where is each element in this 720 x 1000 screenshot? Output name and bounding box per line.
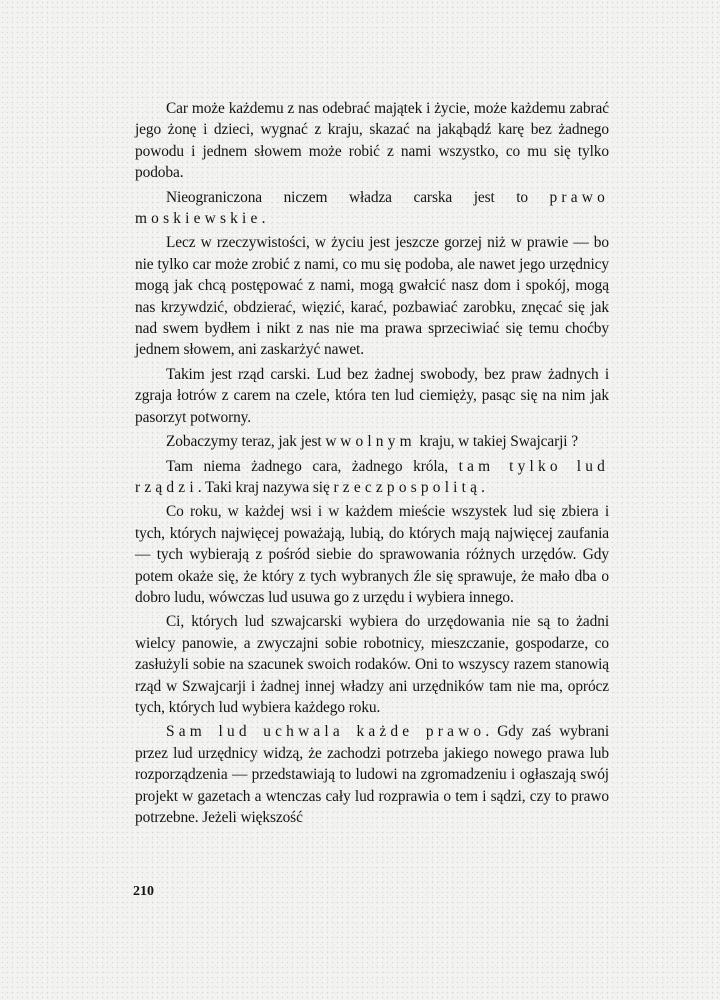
spaced-emphasis: prawo moskiewskie — [135, 188, 609, 228]
paragraph — [135, 611, 609, 718]
paragraph — [135, 456, 609, 499]
spaced-emphasis: Sam lud uchwala każde prawo — [166, 723, 486, 741]
paragraph — [135, 501, 609, 608]
paragraph — [135, 431, 609, 452]
text-run: Ci, których lud szwajcarski wybiera do urzędowania nie są to żadni wielcy panowie, a zwyczajni sobie robotnicy, mieszczanie, gospodarze, co zasłużyli sobie na szacunek swoich rodaków. Oni to wszyscy razem stanowią rząd w Szwajcarji i żadnej innej władzy ani urzędników tam nie ma, oprócz tych, których lud wybiera każdego roku. — [135, 613, 609, 716]
paragraph — [135, 98, 609, 184]
text-run: kraju, w takiej Swajcarji ? — [415, 433, 578, 451]
spaced-emphasis: tam tylko lud rządzi — [135, 457, 609, 496]
text-run: Takim jest rząd carski. Lud bez żadnej swobody, bez praw żadnych i zgraja łotrów z carem na czele, która ten lud ciemięży, pasąc się na nim jak pasorzyt potworny. — [135, 365, 609, 426]
paragraph — [135, 364, 609, 428]
text-run: Co roku, w każdej wsi i w każdem mieście wszystek lud się zbiera i tych, których najwięcej poważają, lubią, do których mają najwięcej zaufania — tych wybierają z pośród siebie do sprawowania różnych urzędów. Gdy potem okaże się, że który z tych wybranych źle się sprawuje, że mało dba o dobro ludu, wówczas lud usuwa go z urzędu i wybiera innego. — [135, 503, 609, 606]
page-number: 210 — [133, 884, 154, 899]
paragraph — [135, 187, 609, 230]
text-run: Car może każdemu z nas odebrać majątek i życie, może każdemu zabrać jego żonę i dzieci, wygnać z kraju, skazać na jakąbądź karę bez żadnego powodu i jednem słowem może robić z nami wszystko, co mu się tylko podoba. — [135, 100, 609, 182]
text-run: . — [481, 478, 485, 496]
spaced-emphasis: wolnym — [340, 433, 416, 451]
text-run: Tam niema żadnego cara, żadnego króla, — [166, 457, 459, 475]
body-text — [135, 98, 609, 831]
spaced-emphasis: rzeczpospolitą — [333, 478, 482, 496]
text-run: Nieograniczona niczem władza carska jest to — [166, 188, 550, 206]
paragraph — [135, 721, 609, 828]
text-run: . Gdy zaś wybrani przez lud urzędnicy widzą, że zachodzi potrzeba jakiego nowego prawa lub rozporządzenia — przedstawiają to ludowi na zgromadzeniu i ogłaszają swój projekt w gazetach a wtenczas cały lud rozprawia o tem i sądzi, czy to prawo potrzebne. Jeżeli większość — [135, 723, 609, 826]
text-run: Lecz w rzeczywistości, w życiu jest jeszcze gorzej niż w prawie — bo nie tylko car może zrobić z nami, co mu się podoba, ale nawet jego urzędnicy mogą jak chcą postępować z nami, mogą gwałcić nasz dom i spokój, mogą nas krzywdzić, obdzierać, więzić, karać, pozbawiać zarobku, znęcać się jak nad swem bydłem i nikt z nas nie ma prawa sprzeciwiać się temu choćby jednem słowem, ani zaskarżyć nawet. — [135, 234, 609, 359]
text-run: Zobaczymy teraz, jak jest w — [166, 433, 341, 451]
text-run: . Taki kraj nazywa się — [197, 478, 334, 496]
text-run: . — [261, 210, 266, 228]
paragraph — [135, 232, 609, 360]
